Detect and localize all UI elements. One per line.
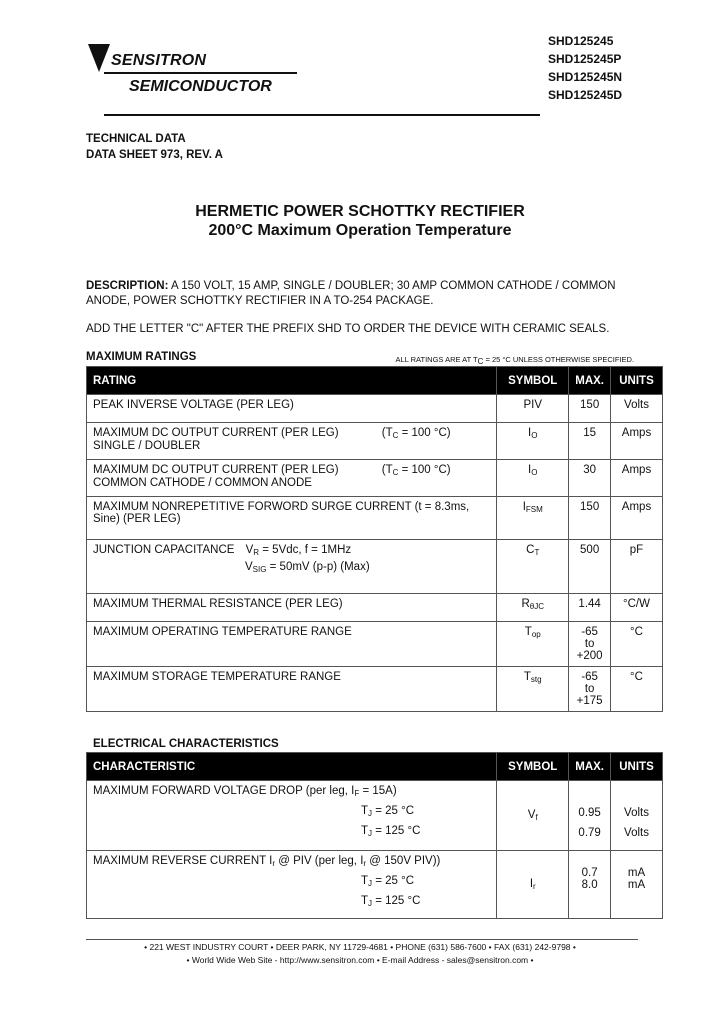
table-row [87, 667, 663, 712]
description-text: A 150 VOLT, 15 AMP, SINGLE / DOUBLER; 30 AMP COMMON CATHODE / COMMON ANODE, POWER SCHOTTKY RECTIFIER IN A TO-254 PACKAGE. [86, 280, 616, 307]
units-cell: °C/W [611, 594, 663, 622]
symbol-cell [497, 667, 569, 712]
table-row [87, 423, 663, 460]
symbol-cell [497, 460, 569, 497]
max-cell: 150 [569, 497, 611, 540]
cond-rest: = 5Vdc, f = 1MHz [259, 544, 352, 556]
max-ratings-table [86, 366, 663, 712]
temp-condition-2 [93, 825, 490, 838]
unit-value-1: mA [627, 867, 646, 879]
symbol-cell: PIV [497, 395, 569, 423]
t-rest: = 25 °C [372, 875, 415, 887]
units-cell: pF [611, 540, 663, 594]
part-number: SHD125245N [548, 70, 623, 84]
max-text: -65 to [581, 626, 598, 650]
description-label: DESCRIPTION: [86, 280, 169, 292]
max-text-2: +200 [576, 650, 603, 662]
cond-sub: R [253, 548, 260, 557]
rating-text-2: COMMON CATHODE / COMMON ANODE [93, 477, 312, 489]
header-max: MAX. [569, 367, 611, 395]
max-value-1: 0.7 [581, 867, 598, 879]
max-cell: 150 [569, 395, 611, 423]
symbol-cell [497, 540, 569, 594]
technical-data-label: TECHNICAL DATA [86, 133, 186, 145]
ratings-note-rest: = 25 °C UNLESS OTHERWISE SPECIFIED. [483, 355, 634, 364]
footer-rule [86, 939, 638, 940]
char-rest: @ PIV (per leg, I [275, 855, 364, 867]
units-cell: °C [611, 622, 663, 667]
temp-condition-2 [93, 895, 490, 908]
units-cell [611, 781, 663, 851]
max-cell [569, 851, 611, 919]
rating-text-2: SINGLE / DOUBLER [93, 440, 201, 452]
characteristic-text [93, 855, 490, 868]
t-sub: J [368, 899, 373, 908]
cond-text: (T [381, 464, 393, 476]
ratings-note-text: ALL RATINGS ARE AT T [395, 355, 478, 364]
max-cell [569, 667, 611, 712]
max-text-2: +175 [576, 695, 603, 707]
symbol-cell [497, 851, 569, 919]
rating-condition [246, 544, 352, 556]
max-value-1: 0.95 [578, 807, 601, 819]
table-row [87, 781, 663, 851]
rating-cell [87, 497, 497, 540]
unit-value-2: mA [627, 879, 646, 891]
rating-cell [87, 460, 497, 497]
rating-condition [382, 427, 451, 440]
symbol-cell [497, 423, 569, 460]
t-sub: J [368, 879, 373, 888]
rating-text: JUNCTION CAPACITANCE [93, 544, 235, 556]
symbol-sub: O [531, 468, 538, 477]
rating-cell: PEAK INVERSE VOLTAGE (PER LEG) [87, 395, 497, 423]
symbol-sub: O [531, 431, 538, 440]
symbol-sub: stg [530, 675, 542, 684]
char-sub-2: r [363, 859, 367, 868]
max-cell [569, 781, 611, 851]
rating-text-2: Sine) (PER LEG) [93, 513, 181, 525]
header-max: MAX. [569, 753, 611, 781]
header-symbol: SYMBOL [497, 367, 569, 395]
header-units: UNITS [611, 753, 663, 781]
description [86, 279, 646, 309]
table-row [87, 395, 663, 423]
symbol-text: I [522, 501, 526, 513]
symbol-text: V [527, 809, 536, 821]
logo-sensitron: SENSITRON [111, 52, 207, 69]
footer-address: • 221 WEST INDUSTRY COURT • DEER PARK, NY 11729-4681 • PHONE (631) 586-7600 • FAX (631) 242-9798 • [144, 942, 576, 952]
max-text: -65 to [581, 671, 598, 695]
table-row [87, 497, 663, 540]
t-text: T [361, 805, 369, 817]
cond-text: (T [381, 427, 393, 439]
char-sub: F [354, 789, 360, 798]
cond-text: V [245, 544, 254, 556]
technical-data [86, 131, 223, 163]
electrical-label: ELECTRICAL CHARACTERISTICS [93, 738, 279, 750]
table-row [87, 460, 663, 497]
rating-cell [87, 540, 497, 594]
t-rest: = 125 °C [372, 825, 421, 837]
max-ratings-label: MAXIMUM RATINGS [86, 351, 197, 363]
symbol-sub: f [535, 813, 538, 822]
char-name: MAXIMUM FORWARD VOLTAGE DROP (per leg, I [93, 785, 355, 797]
unit-value-1: Volts [624, 807, 649, 819]
symbol-cell [497, 497, 569, 540]
symbol-text: I [528, 464, 532, 476]
characteristic-cell [87, 781, 497, 851]
max-cell [569, 622, 611, 667]
symbol-text: I [528, 427, 532, 439]
document-subtitle: 200°C Maximum Operation Temperature [208, 222, 512, 239]
t-rest: = 125 °C [372, 895, 421, 907]
symbol-cell [497, 594, 569, 622]
part-number: SHD125245P [548, 52, 622, 66]
char-name: MAXIMUM REVERSE CURRENT I [93, 855, 273, 867]
rating-condition [382, 464, 451, 477]
table-header-row [87, 367, 663, 395]
cond-rest: = 50mV (p-p) (Max) [266, 561, 370, 573]
cond-sub: SIG [252, 565, 267, 574]
header-symbol: SYMBOL [497, 753, 569, 781]
char-sub: r [272, 859, 276, 868]
ratings-note [395, 355, 634, 366]
char-rest-2: @ 150V PIV)) [366, 855, 441, 867]
symbol-text: I [529, 878, 534, 890]
char-rest: = 15A) [359, 785, 397, 797]
rating-cell: MAXIMUM STORAGE TEMPERATURE RANGE [87, 667, 497, 712]
table-row [87, 851, 663, 919]
cond-sub: C [392, 468, 399, 477]
max-cell: 15 [569, 423, 611, 460]
symbol-text: T [524, 626, 532, 638]
max-value-2: 0.79 [578, 827, 601, 839]
units-cell: Amps [611, 460, 663, 497]
unit-value-2: Volts [624, 827, 649, 839]
document-title: HERMETIC POWER SCHOTTKY RECTIFIER [195, 203, 525, 220]
table-row [87, 540, 663, 594]
t-text: T [361, 875, 369, 887]
temp-condition-1 [93, 805, 490, 818]
symbol-sub: op [531, 630, 541, 639]
header-rule [104, 114, 540, 116]
header-rating: RATING [87, 367, 497, 395]
part-number: SHD125245D [548, 88, 623, 102]
rating-text: MAXIMUM DC OUTPUT CURRENT (PER LEG) [93, 427, 339, 439]
max-cell: 1.44 [569, 594, 611, 622]
units-cell [611, 851, 663, 919]
t-text: T [361, 895, 369, 907]
rating-text: MAXIMUM NONREPETITIVE FORWORD SURGE CURRENT (t = 8.3ms, [93, 501, 470, 513]
symbol-text: C [526, 544, 535, 556]
table-row [87, 622, 663, 667]
max-cell: 500 [569, 540, 611, 594]
ratings-note-sub: C [477, 357, 484, 366]
cond-text: V [245, 561, 253, 573]
table-header-row [87, 753, 663, 781]
footer-web: • World Wide Web Site - http://www.sensitron.com • E-mail Address - sales@sensitron.com • [186, 955, 534, 965]
rating-cell: MAXIMUM OPERATING TEMPERATURE RANGE [87, 622, 497, 667]
header-characteristic: CHARACTERISTIC [87, 753, 497, 781]
units-cell: Volts [611, 395, 663, 423]
t-text: T [361, 825, 369, 837]
temp-condition-1 [93, 875, 490, 888]
units-cell: Amps [611, 423, 663, 460]
order-note: ADD THE LETTER "C" AFTER THE PREFIX SHD TO ORDER THE DEVICE WITH CERAMIC SEALS. [86, 323, 610, 335]
characteristic-cell [87, 851, 497, 919]
rating-condition-2 [93, 561, 490, 574]
rating-cell: MAXIMUM THERMAL RESISTANCE (PER LEG) [87, 594, 497, 622]
symbol-text: T [523, 671, 531, 683]
header-units: UNITS [611, 367, 663, 395]
characteristic-text [93, 785, 490, 798]
t-rest: = 25 °C [372, 805, 415, 817]
cond-sub: C [392, 431, 399, 440]
symbol-sub: FSM [525, 505, 543, 514]
symbol-text: R [521, 598, 530, 610]
part-numbers [548, 32, 622, 104]
t-sub: J [368, 829, 373, 838]
table-row [87, 594, 663, 622]
cond-rest: = 100 °C) [398, 427, 451, 439]
units-cell: Amps [611, 497, 663, 540]
symbol-sub: T [534, 548, 540, 557]
symbol-sub: θJC [529, 602, 545, 611]
rating-cell [87, 423, 497, 460]
data-sheet-number: DATA SHEET 973, REV. A [86, 149, 223, 161]
t-sub: J [368, 809, 373, 818]
units-cell: °C [611, 667, 663, 712]
logo-triangle-icon [88, 44, 110, 72]
cond-rest: = 100 °C) [398, 464, 451, 476]
symbol-cell [497, 781, 569, 851]
electrical-table [86, 752, 663, 919]
symbol-sub: r [533, 882, 536, 891]
max-cell: 30 [569, 460, 611, 497]
rating-text: MAXIMUM DC OUTPUT CURRENT (PER LEG) [93, 464, 339, 476]
logo-semiconductor: SEMICONDUCTOR [129, 78, 272, 95]
symbol-cell [497, 622, 569, 667]
max-value-2: 8.0 [581, 879, 598, 891]
part-number: SHD125245 [548, 34, 614, 48]
logo-underline [104, 72, 297, 74]
